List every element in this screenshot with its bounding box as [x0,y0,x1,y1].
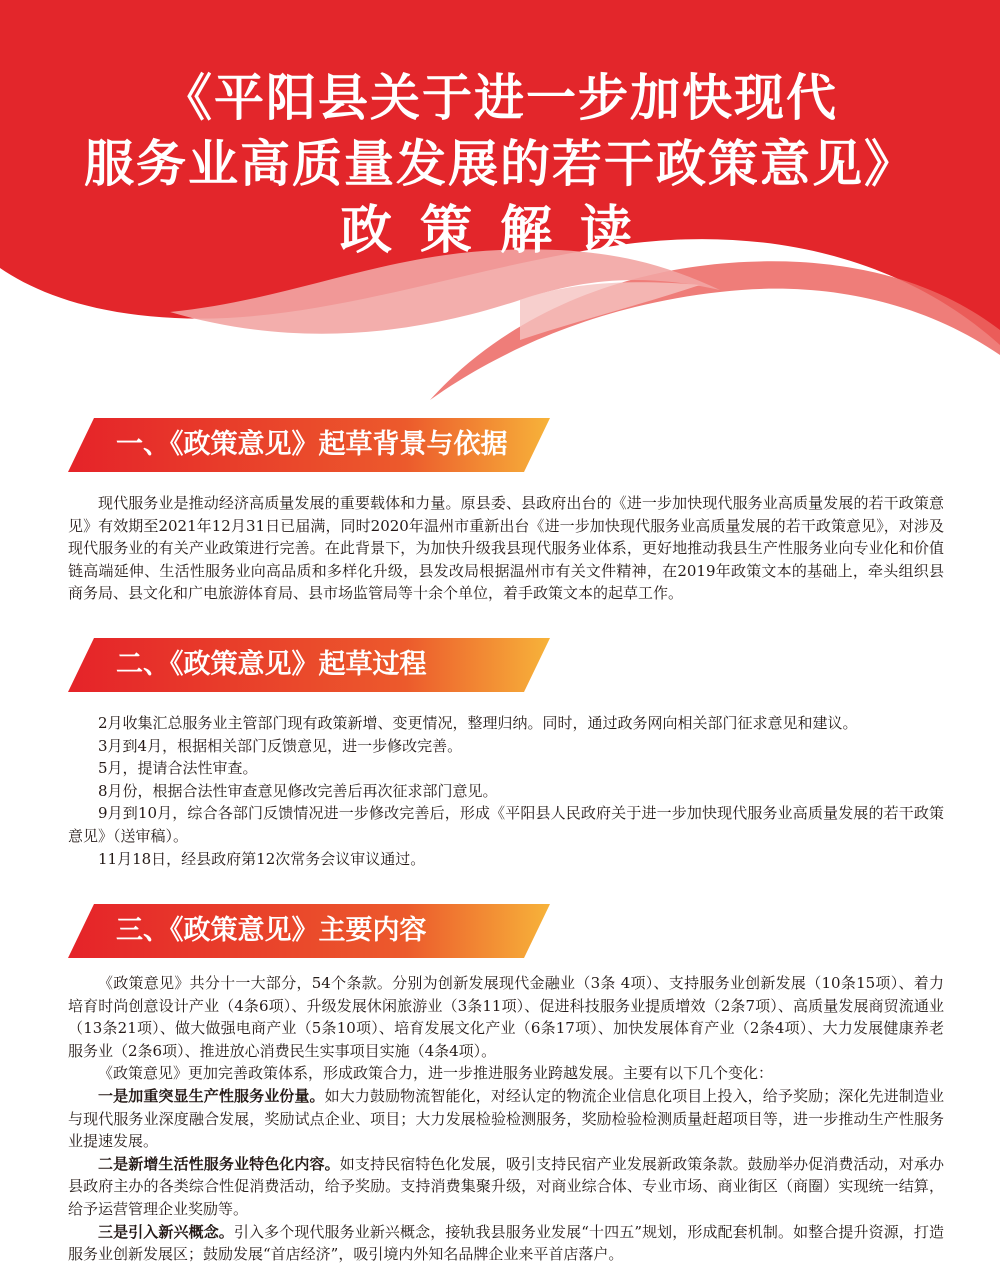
change-item-3 [68,1221,944,1266]
change-item-2 [68,1153,944,1221]
section-heading-3: 三、《政策意见》主要内容 [116,915,427,946]
change-lead: 二是新增生活性服务业特色化内容。 [98,1154,340,1173]
section-heading-2: 二、《政策意见》起草过程 [116,649,427,680]
paragraph: 5月，提请合法性审查。 [98,759,258,778]
paragraph: 《政策意见》更加完善政策体系，形成政策合力，进一步推进服务业跨越发展。主要有以下几个变化： [98,1064,774,1083]
section-heading-background [68,418,550,472]
main-title-line-1: 《平阳县关于进一步加快现代 [162,69,838,127]
section-body-1 [68,492,944,605]
change-lead: 三是引入新兴概念。 [98,1222,234,1241]
change-text: 如大力鼓励物流智能化，对经认定的物流企业信息化项目上投入，给予奖励；深化先进制造业与现代服务业深度融合发展，奖励试点企业、项目；大力发展检验检测服务，奖励检验检测质量赶超项目等，进一步推动生产性服务业提速发展。 [68,1086,944,1151]
paragraph: 《政策意见》共分十一大部分，54个条款。分别为创新发展现代金融业（3条 4项）、支持服务业创新发展（10条15项）、着力培育时尚创意设计产业（4条6项）、升级发展休闲旅游业（3条11项）、促进科技服务业提质增效（2条7项）、高质量发展商贸流通业（13条21项）、做大做强电商产业（5条10项）、培育发展文化产业（6条17项）、加快发展体育产业（2条4项）、大力发展健康养老服务业（2条6项）、推进放心消费民生实事项目实施（4条4项）。 [68,974,944,1060]
change-text: 如支持民宿特色化发展，吸引支持民宿产业发展新政策条款。鼓励举办促消费活动，对承办县政府主办的各类综合性促消费活动，给予奖励。支持消费集聚升级，对商业综合体、专业市场、商业街区（商圈）实现统一结算，给予运营管理企业奖励等。 [68,1154,944,1218]
main-title-line-2: 服务业高质量发展的若干政策意见》 [84,135,916,193]
paragraph: 现代服务业是推动经济高质量发展的重要载体和力量。原县委、县政府出台的《进一步加快现代服务业高质量发展的若干政策意见》有效期至2021年12月31日已届满，同时2020年温州市重新出台《进一步加快现代服务业高质量发展的若干政策意见》，对涉及现代服务业的有关产业政策进行完善。在此背景下，为加快升级我县现代服务业体系，更好地推动我县生产性服务业向专业化和价值链高端延伸、生活性服务业向高品质和多样化升级，县发改局根据温州市有关文件精神，在2019年政策文本的基础上，牵头组织县商务局、县文化和广电旅游体育局、县市场监管局等十余个单位，着手政策文本的起草工作。 [68,494,944,603]
main-title-line-3: 政策解读 [339,201,660,261]
section-heading-background [68,638,550,692]
change-item-1 [68,1085,944,1153]
paragraph: 3月到4月，根据相关部门反馈意见，进一步修改完善。 [98,736,463,755]
paragraph: 8月份，根据合法性审查意见修改完善后再次征求部门意见。 [98,781,498,800]
section-heading-background [68,904,550,958]
section-heading-1: 一、《政策意见》起草背景与依据 [116,429,508,460]
change-lead: 一是加重突显生产性服务业份量。 [98,1086,325,1105]
section-body-3 [68,972,944,1266]
paragraph: 2月收集汇总服务业主管部门现有政策新增、变更情况，整理归纳。同时，通过政务网向相关部门征求意见和建议。 [98,714,858,732]
paragraph: 11月18日，经县政府第12次常务会议审议通过。 [98,849,426,868]
paragraph: 9月到10月，综合各部门反馈情况进一步修改完善后，形成《平阳县人民政府关于进一步加快现代服务业高质量发展的若干政策意见》（送审稿）。 [68,804,944,845]
section-body-2 [68,712,944,870]
change-text: 引入多个现代服务业新兴概念，接轨我县服务业发展“十四五”规划，形成配套机制。如整合提升资源，打造服务业创新发展区；鼓励发展“首店经济”，吸引境内外知名品牌企业来平首店落户。 [68,1222,944,1264]
